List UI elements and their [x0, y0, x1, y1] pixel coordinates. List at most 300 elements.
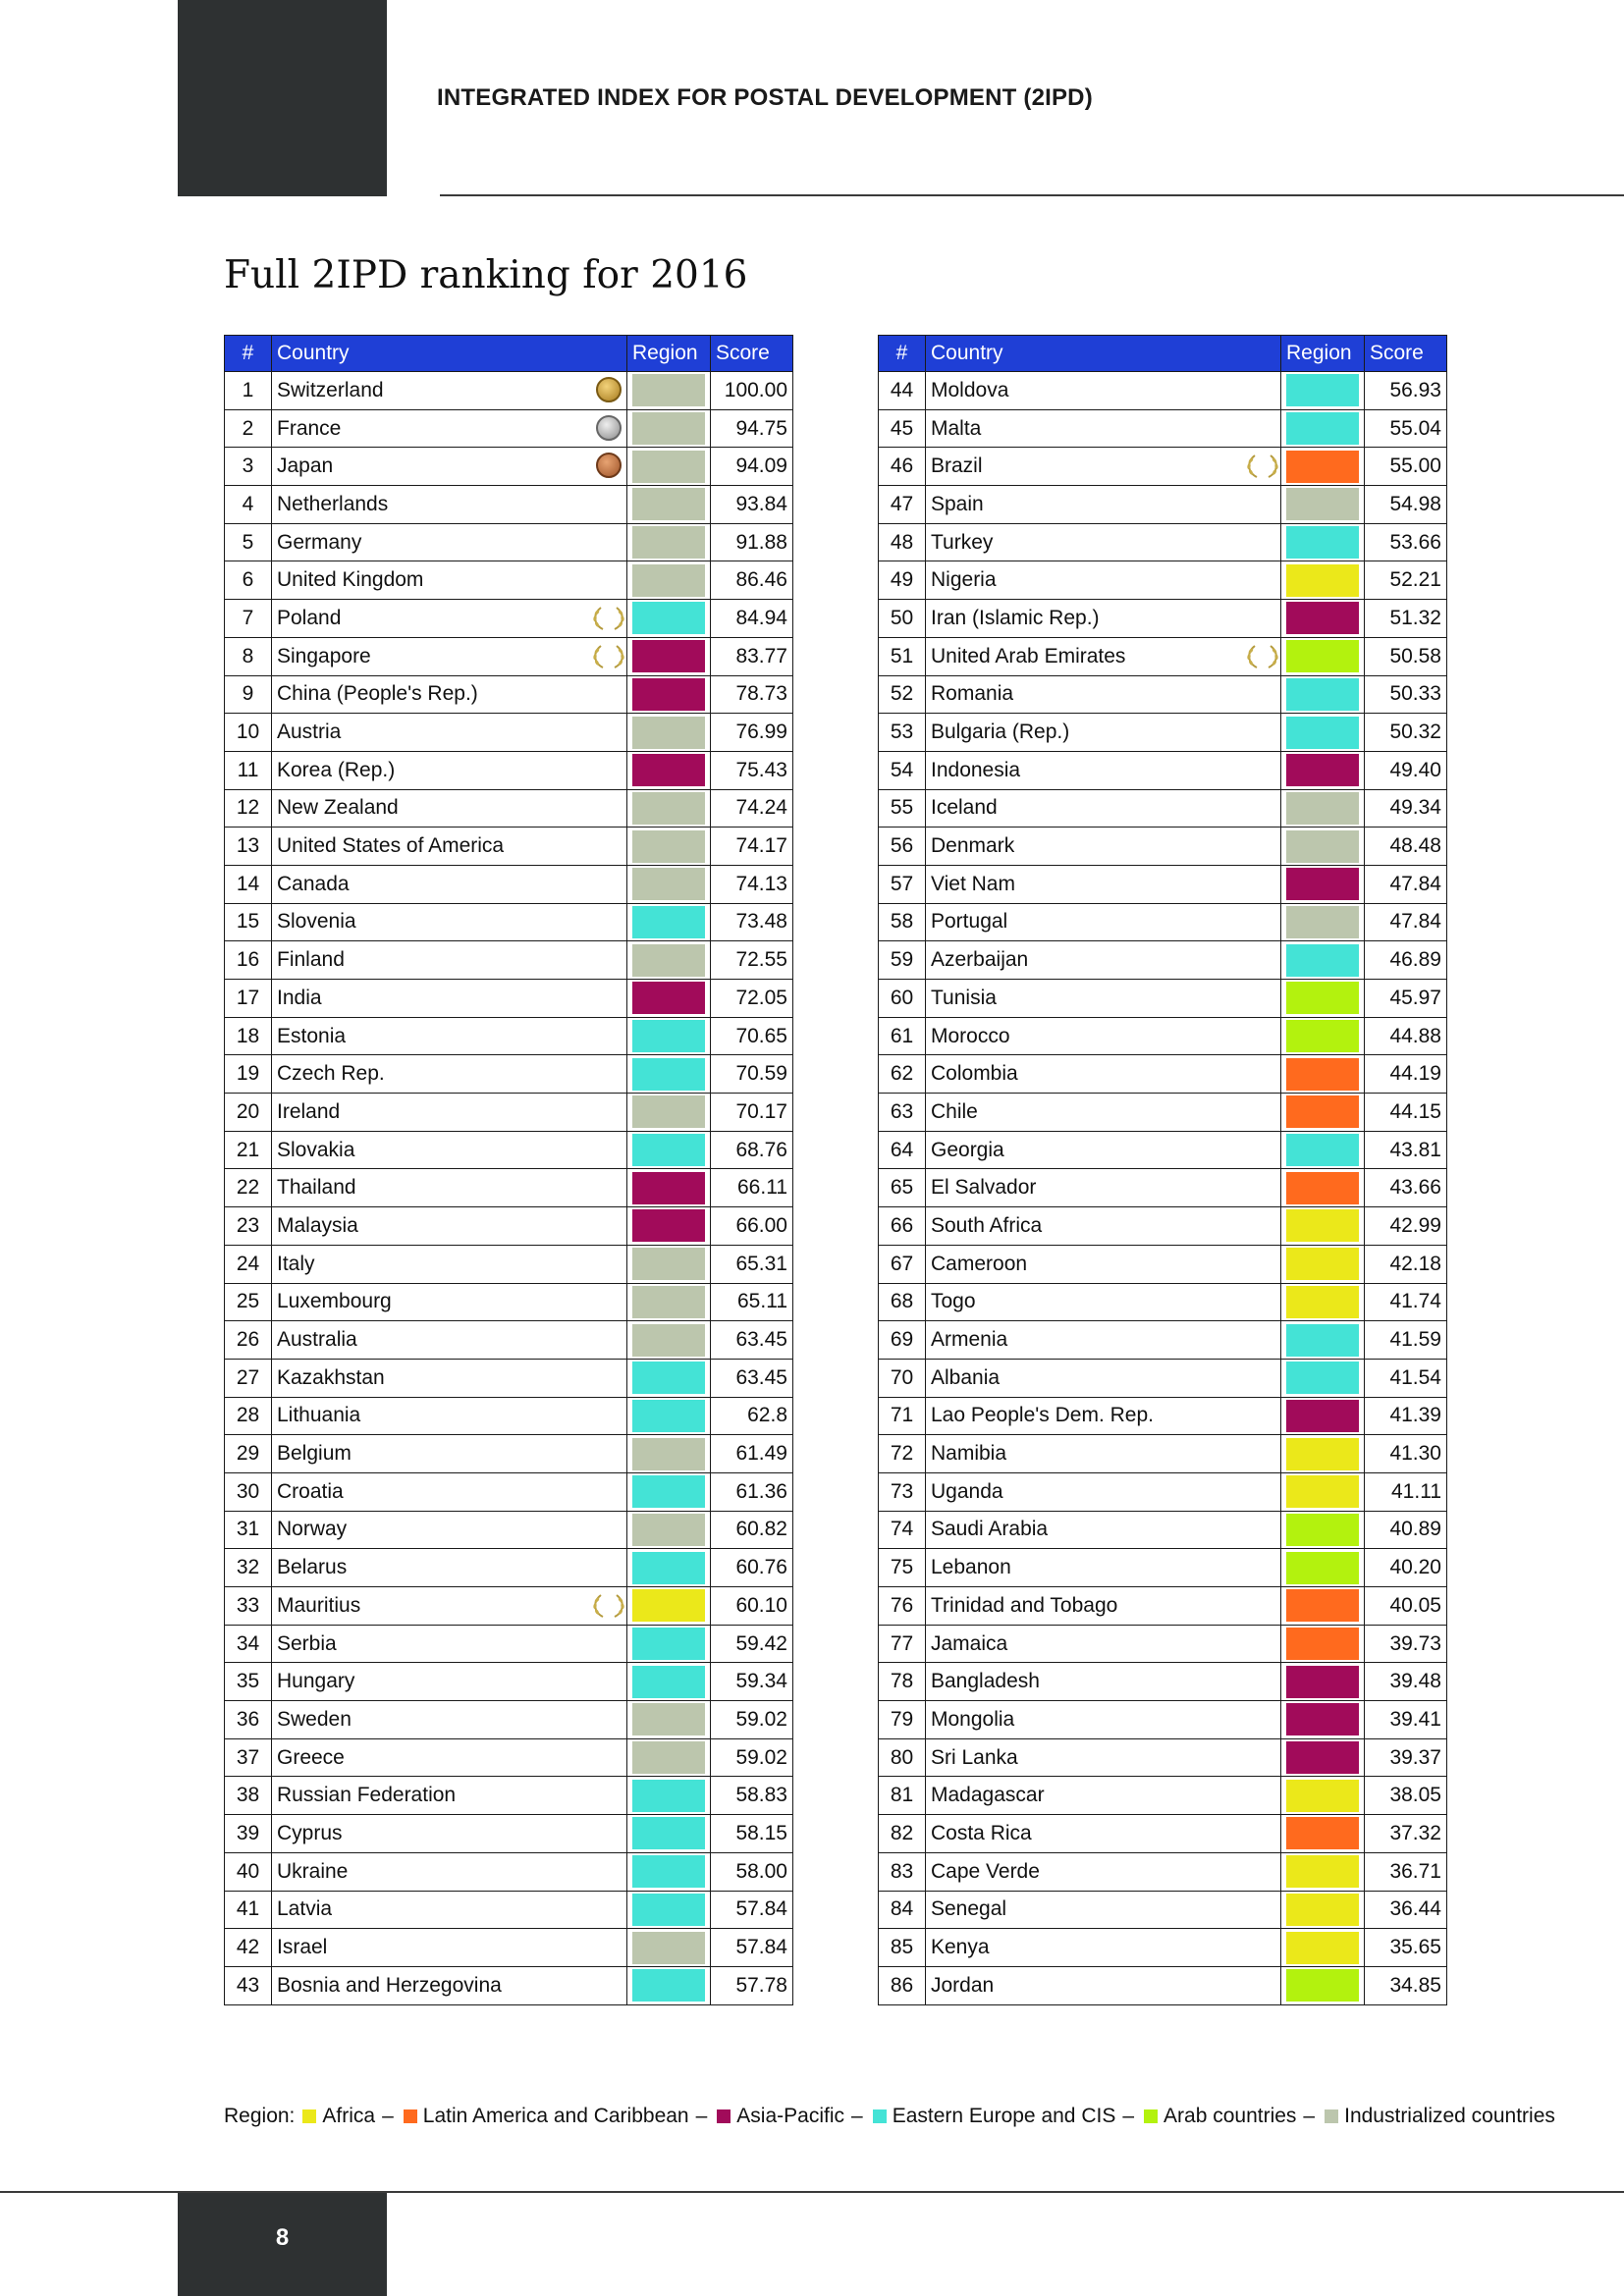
table-row — [225, 1131, 793, 1169]
document-header-title: INTEGRATED INDEX FOR POSTAL DEVELOPMENT (2IPD) — [437, 84, 1093, 111]
table-row — [225, 1929, 793, 1967]
table-row — [879, 941, 1447, 980]
table-row — [879, 448, 1447, 486]
country-name: Latvia — [277, 1897, 333, 1921]
region-cell — [627, 941, 711, 980]
table-row — [879, 1435, 1447, 1473]
country-cell — [926, 1625, 1281, 1663]
region-cell — [1281, 828, 1365, 866]
score-cell: 41.39 — [1365, 1397, 1447, 1435]
region-swatch-eastern — [1286, 526, 1359, 559]
region-cell — [1281, 751, 1365, 789]
region-swatch-latam — [1286, 451, 1359, 483]
table-row — [879, 1283, 1447, 1321]
region-swatch-eastern — [1286, 374, 1359, 406]
country-name: Czech Rep. — [277, 1062, 385, 1086]
score-cell: 38.05 — [1365, 1777, 1447, 1815]
rank-cell: 21 — [225, 1131, 272, 1169]
region-swatch-industrialized — [632, 1438, 705, 1470]
country-name: Iceland — [931, 796, 998, 820]
region-cell — [627, 600, 711, 638]
region-cell — [627, 1472, 711, 1511]
ranking-rows-left — [225, 372, 793, 2005]
country-cell — [926, 409, 1281, 448]
score-cell: 66.00 — [711, 1207, 793, 1246]
country-cell — [926, 675, 1281, 714]
region-cell — [627, 1891, 711, 1929]
rank-cell: 46 — [879, 448, 926, 486]
country-name: France — [277, 416, 342, 440]
rank-cell: 37 — [225, 1738, 272, 1777]
score-cell: 68.76 — [711, 1131, 793, 1169]
rank-cell: 32 — [225, 1549, 272, 1587]
region-cell — [1281, 1966, 1365, 2004]
country-cell — [272, 980, 627, 1018]
table-row — [225, 1055, 793, 1094]
country-name: Australia — [277, 1328, 357, 1352]
score-cell: 43.66 — [1365, 1169, 1447, 1207]
country-cell — [926, 1055, 1281, 1094]
region-swatch-eastern — [632, 1969, 705, 2002]
country-cell — [272, 1094, 627, 1132]
region-cell — [627, 828, 711, 866]
table-row — [879, 1929, 1447, 1967]
table-row — [225, 1435, 793, 1473]
country-name: Norway — [277, 1518, 348, 1541]
table-row — [879, 865, 1447, 903]
country-name: Bulgaria (Rep.) — [931, 721, 1070, 744]
region-cell — [627, 1815, 711, 1853]
region-cell — [1281, 941, 1365, 980]
legend-separator: – — [695, 2105, 708, 2127]
country-name: Ireland — [277, 1099, 341, 1123]
region-swatch-africa — [1286, 1932, 1359, 1964]
rank-cell: 20 — [225, 1094, 272, 1132]
region-cell — [627, 1207, 711, 1246]
score-cell: 39.73 — [1365, 1625, 1447, 1663]
region-cell — [627, 523, 711, 561]
score-cell: 83.77 — [711, 637, 793, 675]
country-cell — [272, 1738, 627, 1777]
country-name: Ukraine — [277, 1859, 349, 1883]
rank-cell: 70 — [879, 1359, 926, 1397]
table-row — [225, 675, 793, 714]
country-cell — [272, 523, 627, 561]
rank-cell: 53 — [879, 714, 926, 752]
country-name: Tunisia — [931, 986, 997, 1009]
country-name: Saudi Arabia — [931, 1518, 1049, 1541]
score-cell: 54.98 — [1365, 486, 1447, 524]
region-swatch-arab — [1286, 1514, 1359, 1546]
region-cell — [627, 1852, 711, 1891]
table-row — [225, 941, 793, 980]
score-cell: 63.45 — [711, 1359, 793, 1397]
rank-cell: 69 — [879, 1321, 926, 1360]
table-row — [225, 714, 793, 752]
region-cell — [1281, 1929, 1365, 1967]
country-name: Thailand — [277, 1176, 356, 1200]
region-cell — [627, 714, 711, 752]
country-cell — [272, 941, 627, 980]
header-dark-block — [178, 0, 387, 196]
rank-cell: 60 — [879, 980, 926, 1018]
score-cell: 70.17 — [711, 1094, 793, 1132]
score-cell: 91.88 — [711, 523, 793, 561]
region-swatch-arab — [1286, 1020, 1359, 1052]
country-cell — [272, 1852, 627, 1891]
region-swatch-industrialized — [1286, 830, 1359, 863]
table-row — [879, 1891, 1447, 1929]
rank-cell: 51 — [879, 637, 926, 675]
score-cell: 60.10 — [711, 1587, 793, 1626]
table-row — [225, 1321, 793, 1360]
rank-cell: 58 — [879, 903, 926, 941]
rank-cell: 63 — [879, 1094, 926, 1132]
table-row — [879, 1966, 1447, 2004]
score-cell: 57.84 — [711, 1891, 793, 1929]
country-name: Cameroon — [931, 1252, 1028, 1275]
score-cell: 44.88 — [1365, 1017, 1447, 1055]
region-cell — [1281, 372, 1365, 410]
region-swatch-africa — [1286, 1438, 1359, 1470]
region-swatch-industrialized — [632, 830, 705, 863]
country-cell — [926, 1245, 1281, 1283]
country-cell — [926, 372, 1281, 410]
rank-cell: 84 — [879, 1891, 926, 1929]
legend-separator: – — [382, 2105, 394, 2127]
region-swatch-africa — [1286, 1286, 1359, 1318]
region-cell — [1281, 1435, 1365, 1473]
country-cell — [272, 1435, 627, 1473]
region-swatch-industrialized — [632, 451, 705, 483]
score-cell: 59.02 — [711, 1701, 793, 1739]
rank-cell: 39 — [225, 1815, 272, 1853]
region-cell — [627, 561, 711, 600]
country-name: Finland — [277, 948, 345, 972]
rank-cell: 26 — [225, 1321, 272, 1360]
country-name: Morocco — [931, 1024, 1010, 1047]
table-row — [879, 1625, 1447, 1663]
page-number: 8 — [275, 2224, 290, 2251]
region-cell — [1281, 600, 1365, 638]
region-cell — [627, 675, 711, 714]
region-cell — [1281, 1207, 1365, 1246]
country-name: Poland — [277, 606, 342, 629]
rank-cell: 19 — [225, 1055, 272, 1094]
region-swatch-africa — [1286, 1475, 1359, 1508]
region-swatch-industrialized — [632, 412, 705, 445]
score-cell: 36.71 — [1365, 1852, 1447, 1891]
region-swatch-eastern — [632, 1475, 705, 1508]
rank-cell: 14 — [225, 865, 272, 903]
score-cell: 50.58 — [1365, 637, 1447, 675]
country-cell — [272, 1966, 627, 2004]
country-cell — [926, 1587, 1281, 1626]
score-cell: 59.42 — [711, 1625, 793, 1663]
region-swatch-industrialized — [632, 1286, 705, 1318]
country-name: Armenia — [931, 1328, 1008, 1352]
region-swatch-eastern — [632, 1552, 705, 1584]
region-cell — [627, 372, 711, 410]
score-cell: 61.36 — [711, 1472, 793, 1511]
country-name: Cape Verde — [931, 1859, 1040, 1883]
rank-cell: 54 — [879, 751, 926, 789]
score-cell: 51.32 — [1365, 600, 1447, 638]
country-cell — [926, 1321, 1281, 1360]
region-swatch-industrialized — [632, 1324, 705, 1357]
country-cell — [272, 675, 627, 714]
country-cell — [926, 1169, 1281, 1207]
score-column-header: Score — [1365, 336, 1447, 372]
score-cell: 72.05 — [711, 980, 793, 1018]
legend-label-asia: Asia-Pacific — [736, 2105, 844, 2127]
table-row — [879, 1359, 1447, 1397]
country-name: Greece — [277, 1745, 345, 1769]
region-swatch-asia — [1286, 1666, 1359, 1698]
legend-separator: – — [1122, 2105, 1135, 2127]
country-cell — [926, 1283, 1281, 1321]
score-cell: 59.34 — [711, 1663, 793, 1701]
country-name: Turkey — [931, 530, 994, 554]
region-swatch-latam — [1286, 1628, 1359, 1660]
country-name: Costa Rica — [931, 1821, 1032, 1844]
country-cell — [926, 1435, 1281, 1473]
score-cell: 37.32 — [1365, 1815, 1447, 1853]
country-name: Bosnia and Herzegovina — [277, 1973, 502, 1997]
score-cell: 70.65 — [711, 1017, 793, 1055]
region-cell — [1281, 1094, 1365, 1132]
country-name: Belgium — [277, 1442, 352, 1466]
region-column-header: Region — [1281, 336, 1365, 372]
laurel-wreath-icon — [1245, 643, 1280, 670]
region-swatch-asia — [632, 982, 705, 1014]
country-cell — [272, 1397, 627, 1435]
region-swatch-africa — [1286, 1780, 1359, 1812]
region-cell — [1281, 1359, 1365, 1397]
table-row — [879, 486, 1447, 524]
region-swatch-eastern — [632, 1628, 705, 1660]
region-swatch-eastern — [1286, 678, 1359, 711]
table-row — [225, 1511, 793, 1549]
country-column-header: Country — [926, 336, 1281, 372]
country-name: Estonia — [277, 1024, 347, 1047]
country-cell — [272, 751, 627, 789]
table-row — [879, 1169, 1447, 1207]
score-cell: 63.45 — [711, 1321, 793, 1360]
region-cell — [627, 1663, 711, 1701]
country-name: Sri Lanka — [931, 1745, 1018, 1769]
table-row — [225, 600, 793, 638]
rank-column-header: # — [879, 336, 926, 372]
country-cell — [926, 980, 1281, 1018]
region-column-header: Region — [627, 336, 711, 372]
region-swatch-arab — [1286, 1552, 1359, 1584]
country-name: Cyprus — [277, 1821, 343, 1844]
rank-cell: 62 — [879, 1055, 926, 1094]
region-swatch-africa — [1286, 1894, 1359, 1926]
country-cell — [926, 941, 1281, 980]
region-cell — [627, 1131, 711, 1169]
score-cell: 47.84 — [1365, 903, 1447, 941]
country-name: Lebanon — [931, 1556, 1011, 1579]
region-swatch-latam — [1286, 1817, 1359, 1849]
rank-cell: 9 — [225, 675, 272, 714]
region-swatch-asia — [1286, 602, 1359, 634]
region-cell — [1281, 409, 1365, 448]
rank-cell: 40 — [225, 1852, 272, 1891]
region-cell — [627, 1397, 711, 1435]
country-cell — [926, 828, 1281, 866]
rank-cell: 64 — [879, 1131, 926, 1169]
country-name: Georgia — [931, 1138, 1004, 1161]
score-cell: 94.09 — [711, 448, 793, 486]
country-name: Indonesia — [931, 758, 1021, 781]
country-name: Kazakhstan — [277, 1365, 385, 1389]
rank-cell: 74 — [879, 1511, 926, 1549]
table-row — [225, 1625, 793, 1663]
rank-cell: 55 — [879, 789, 926, 828]
table-row — [225, 1017, 793, 1055]
legend-label-africa: Africa — [322, 2105, 376, 2127]
region-cell — [627, 486, 711, 524]
region-swatch-asia — [632, 1172, 705, 1204]
score-cell: 57.84 — [711, 1929, 793, 1967]
region-cell — [1281, 1587, 1365, 1626]
region-cell — [627, 789, 711, 828]
country-name: Colombia — [931, 1062, 1018, 1086]
region-swatch-eastern — [1286, 412, 1359, 445]
country-name: India — [277, 986, 322, 1009]
rank-cell: 6 — [225, 561, 272, 600]
rank-cell: 44 — [879, 372, 926, 410]
country-cell — [926, 1701, 1281, 1739]
region-swatch-arab — [1286, 982, 1359, 1014]
region-cell — [627, 751, 711, 789]
rank-cell: 7 — [225, 600, 272, 638]
rank-cell: 4 — [225, 486, 272, 524]
country-cell — [926, 1549, 1281, 1587]
rank-cell: 29 — [225, 1435, 272, 1473]
country-cell — [272, 1472, 627, 1511]
score-cell: 66.11 — [711, 1169, 793, 1207]
score-cell: 60.76 — [711, 1549, 793, 1587]
country-name: Korea (Rep.) — [277, 758, 396, 781]
region-cell — [627, 1359, 711, 1397]
rank-cell: 47 — [879, 486, 926, 524]
region-swatch-eastern — [632, 1894, 705, 1926]
region-cell — [1281, 561, 1365, 600]
region-cell — [1281, 1815, 1365, 1853]
region-swatch-latam — [1286, 1095, 1359, 1128]
score-cell: 40.89 — [1365, 1511, 1447, 1549]
country-cell — [926, 1359, 1281, 1397]
score-cell: 55.00 — [1365, 448, 1447, 486]
score-cell: 39.41 — [1365, 1701, 1447, 1739]
country-name: China (People's Rep.) — [277, 682, 478, 706]
region-cell — [627, 1625, 711, 1663]
country-name: Slovakia — [277, 1138, 355, 1161]
country-name: Spain — [931, 492, 984, 515]
table-row — [879, 1587, 1447, 1626]
region-swatch-arab — [1286, 640, 1359, 672]
country-name: Croatia — [277, 1479, 344, 1503]
region-swatch-industrialized — [632, 374, 705, 406]
country-cell — [272, 903, 627, 941]
country-name: El Salvador — [931, 1176, 1037, 1200]
region-cell — [627, 1738, 711, 1777]
rank-cell: 17 — [225, 980, 272, 1018]
table-row — [225, 409, 793, 448]
table-row — [879, 828, 1447, 866]
table-row — [225, 789, 793, 828]
region-swatch-eastern — [632, 602, 705, 634]
rank-cell: 76 — [879, 1587, 926, 1626]
region-cell — [627, 1245, 711, 1283]
score-cell: 39.48 — [1365, 1663, 1447, 1701]
region-cell — [627, 1094, 711, 1132]
region-swatch-industrialized — [632, 1741, 705, 1774]
page-title: Full 2IPD ranking for 2016 — [224, 253, 748, 297]
country-name: Serbia — [277, 1631, 337, 1655]
score-cell: 65.11 — [711, 1283, 793, 1321]
table-row — [225, 1549, 793, 1587]
table-row — [225, 1397, 793, 1435]
table-row — [225, 828, 793, 866]
legend-label-eastern: Eastern Europe and CIS — [892, 2105, 1116, 2127]
country-cell — [926, 714, 1281, 752]
country-cell — [272, 409, 627, 448]
rank-cell: 27 — [225, 1359, 272, 1397]
score-cell: 41.11 — [1365, 1472, 1447, 1511]
score-cell: 47.84 — [1365, 865, 1447, 903]
country-name: Germany — [277, 530, 362, 554]
region-swatch-industrialized — [632, 944, 705, 977]
ranking-table-right — [878, 335, 1447, 2005]
country-name: Hungary — [277, 1670, 355, 1693]
country-cell — [272, 1207, 627, 1246]
region-swatch-africa — [1286, 1855, 1359, 1888]
table-row — [879, 523, 1447, 561]
country-cell — [272, 1017, 627, 1055]
region-cell — [1281, 980, 1365, 1018]
table-row — [225, 448, 793, 486]
table-row — [879, 600, 1447, 638]
table-row — [879, 1472, 1447, 1511]
country-cell — [272, 1283, 627, 1321]
score-cell: 56.93 — [1365, 372, 1447, 410]
score-cell: 39.37 — [1365, 1738, 1447, 1777]
region-cell — [1281, 789, 1365, 828]
country-cell — [926, 1663, 1281, 1701]
ranking-table-left — [224, 335, 793, 2005]
score-cell: 46.89 — [1365, 941, 1447, 980]
region-swatch-industrialized — [632, 526, 705, 559]
country-name: Azerbaijan — [931, 948, 1029, 972]
country-cell — [272, 1169, 627, 1207]
country-name: Austria — [277, 721, 342, 744]
rank-cell: 83 — [879, 1852, 926, 1891]
rank-cell: 23 — [225, 1207, 272, 1246]
score-cell: 50.32 — [1365, 714, 1447, 752]
rank-cell: 3 — [225, 448, 272, 486]
region-cell — [1281, 637, 1365, 675]
rank-cell: 67 — [879, 1245, 926, 1283]
table-row — [879, 1815, 1447, 1853]
region-swatch-industrialized — [632, 564, 705, 597]
region-cell — [627, 1929, 711, 1967]
country-cell — [272, 448, 627, 486]
rank-cell: 10 — [225, 714, 272, 752]
